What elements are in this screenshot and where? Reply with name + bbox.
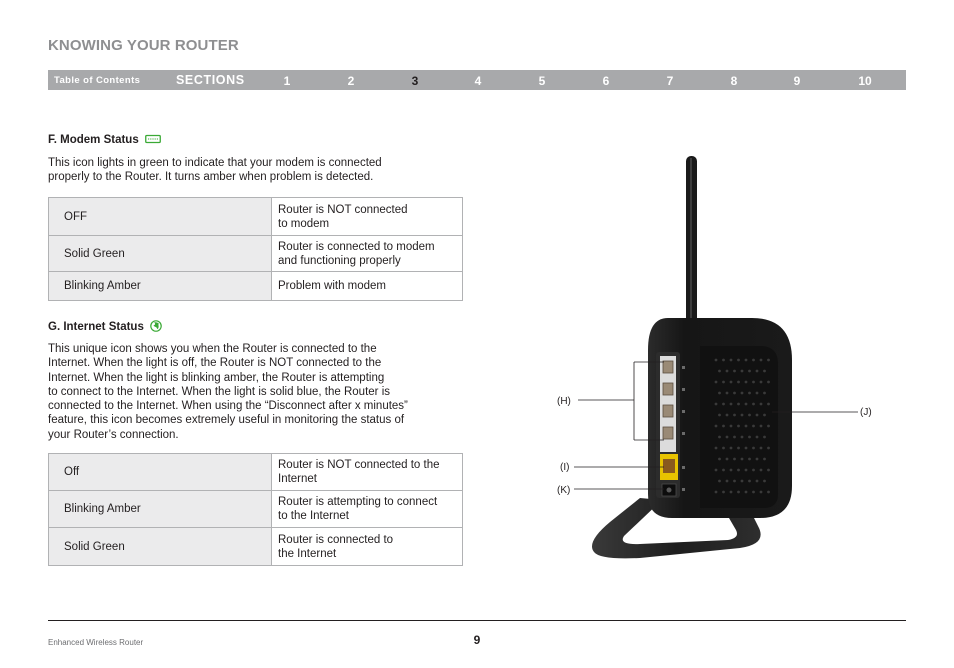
vent-hole [733,370,736,373]
state-cell: Off [49,454,272,491]
page-number: 9 [473,633,481,647]
lan-port-3 [663,405,673,417]
table-of-contents-link[interactable]: Table of Contents [54,75,141,86]
vent-hole [741,436,744,439]
description-cell [272,491,463,528]
vent-hole [733,414,736,417]
vent-hole [760,381,763,384]
vent-hole [767,469,770,472]
lan-port-2 [663,383,673,395]
modem-status-heading-text: F. Modem Status [48,134,139,146]
vent-hole [726,370,729,373]
modem-text-line-2: properly to the Router. It turns amber when problem is detected. [48,171,374,184]
callout-j: (J) [860,407,872,418]
vent-hole [752,403,755,406]
vent-hole [752,469,755,472]
description-line-1: Router is attempting to connect [278,496,438,508]
vent-hole [715,359,718,362]
vent-hole [730,447,733,450]
vent-hole [722,425,725,428]
vent-hole [715,491,718,494]
description-line-2: to the Internet [278,510,349,522]
vent-hole [737,403,740,406]
vent-hole [726,480,729,483]
internet-status-heading [48,320,162,333]
vent-hole [726,436,729,439]
vent-hole [741,458,744,461]
vent-hole [752,447,755,450]
vent-hole [748,458,751,461]
footer-product-name: Enhanced Wireless Router [48,638,144,647]
section-link-8[interactable]: 8 [730,74,738,88]
callout-h: (H) [557,396,571,407]
vent-hole [748,370,751,373]
vent-hole [745,359,748,362]
vent-hole [752,359,755,362]
lan-port-1 [663,361,673,373]
vent-hole [767,359,770,362]
description-line-1: Router is connected to modem [278,240,435,253]
vent-hole [718,458,721,461]
vent-hole [763,370,766,373]
state-cell: Blinking Amber [49,491,272,528]
vent-hole [760,425,763,428]
vent-hole [745,403,748,406]
internet-text-line-6: feature, this icon becomes extremely useful in monitoring the status of [48,414,405,427]
description-line-2: and functioning properly [278,254,401,267]
vent-hole [760,403,763,406]
callout-i: (I) [560,462,570,473]
modem-status-table [48,197,463,301]
vent-hole [745,447,748,450]
vent-hole [760,359,763,362]
vent-hole [760,469,763,472]
table-row [49,236,463,272]
vent-hole [737,447,740,450]
vent-hole [715,381,718,384]
vent-hole [733,436,736,439]
vent-hole [748,480,751,483]
section-link-9[interactable]: 9 [793,74,801,88]
vent-hole [737,381,740,384]
modem-text-line-1: This icon lights in green to indicate that your modem is connected [48,157,382,169]
description-cell [272,528,463,566]
section-link-7[interactable]: 7 [666,74,674,88]
sections-label: SECTIONS [176,73,245,87]
vent-hole [756,392,759,395]
internet-text-line-1: This unique icon shows you when the Router is connected to the [48,343,377,355]
section-link-5[interactable]: 5 [538,74,546,88]
section-nav-bar [48,70,906,90]
modem-status-description [48,156,468,185]
vent-hole [767,491,770,494]
vent-hole [756,436,759,439]
section-link-4[interactable]: 4 [474,74,482,88]
vent-hole [752,491,755,494]
internet-text-line-5: connected to the Internet. When using the “Disconnect after x minutes” [48,400,408,413]
table-row [49,272,463,301]
vent-hole [730,425,733,428]
vent-hole [741,392,744,395]
vent-hole [748,436,751,439]
description-line-1: Router is NOT connected to the [278,459,440,471]
router-illustration [575,150,795,565]
description-line-1: Router is connected to [278,533,394,546]
section-link-2[interactable]: 2 [347,74,355,88]
vent-hole [718,480,721,483]
vent-hole [767,381,770,384]
vent-hole [718,370,721,373]
vent-hole [741,480,744,483]
vent-hole [733,480,736,483]
state-cell: Solid Green [49,236,272,272]
state-cell: Solid Green [49,528,272,566]
vent-hole [748,414,751,417]
vent-hole [715,469,718,472]
vent-hole [745,381,748,384]
vent-hole [737,425,740,428]
vent-hole [730,469,733,472]
vent-hole [718,436,721,439]
vent-hole [715,403,718,406]
vent-hole [756,414,759,417]
vent-hole [718,414,721,417]
vent-hole [730,403,733,406]
lan-port-4 [663,427,673,439]
state-cell: Blinking Amber [49,272,272,301]
footer-divider [48,620,906,621]
page-title: KNOWING YOUR ROUTER [48,37,239,54]
vent-hole [722,469,725,472]
table-row [49,528,463,566]
vent-hole [745,491,748,494]
internet-status-heading-text: G. Internet Status [48,321,144,333]
vent-hole [733,392,736,395]
vent-hole [722,381,725,384]
vent-hole [741,414,744,417]
table-row [49,198,463,236]
internet-globe-icon [150,320,162,332]
section-link-10[interactable]: 10 [858,74,872,88]
vent-hole [730,381,733,384]
callout-k: (K) [557,485,571,496]
description-cell [272,454,463,491]
vent-hole [745,469,748,472]
vent-hole [737,359,740,362]
description-line-2: to modem [278,217,330,230]
vent-hole [767,447,770,450]
section-link-1[interactable]: 1 [283,74,291,88]
internet-status-description [48,342,468,442]
vent-hole [756,458,759,461]
vent-hole [730,491,733,494]
internet-text-line-3: Internet. When the light is blinking amber, the Router is attempting [48,371,385,384]
vent-hole [767,425,770,428]
description-cell [272,198,463,236]
vent-hole [752,381,755,384]
internet-text-line-4: to connect to the Internet. When the light is solid blue, the Router is [48,385,391,398]
vent-hole [715,447,718,450]
vent-hole [763,392,766,395]
vent-hole [756,370,759,373]
modem-status-heading [48,134,161,146]
vent-hole [722,403,725,406]
section-link-6[interactable]: 6 [602,74,610,88]
vent-hole [741,370,744,373]
vent-hole [718,392,721,395]
vent-hole [748,392,751,395]
description-line-1: Router is NOT connected [278,203,408,216]
vent-hole [752,425,755,428]
internet-text-line-7: your Router’s connection. [48,428,179,441]
vent-hole [760,447,763,450]
description-cell [272,236,463,272]
vent-hole [763,458,766,461]
vent-hole [730,359,733,362]
modem-icon [145,134,161,144]
vent-hole [726,392,729,395]
vent-hole [767,403,770,406]
section-link-3[interactable]: 3 [411,74,419,88]
vent-hole [760,491,763,494]
description-cell: Problem with modem [272,272,463,301]
vent-hole [737,491,740,494]
table-row [49,491,463,528]
internet-text-line-2: Internet. When the light is off, the Router is NOT connected to the [48,357,382,370]
vent-hole [733,458,736,461]
vent-hole [726,414,729,417]
description-line-2: Internet [278,473,317,485]
vent-hole [756,480,759,483]
vent-hole [722,491,725,494]
internet-status-table [48,453,463,566]
vent-hole [763,414,766,417]
table-row [49,454,463,491]
vent-hole [737,469,740,472]
description-line-2: the Internet [278,547,337,560]
vent-hole [726,458,729,461]
vent-hole [722,447,725,450]
vent-hole [715,425,718,428]
vent-hole [763,436,766,439]
vent-hole [763,480,766,483]
vent-hole [745,425,748,428]
state-cell: OFF [49,198,272,236]
vent-hole [722,359,725,362]
